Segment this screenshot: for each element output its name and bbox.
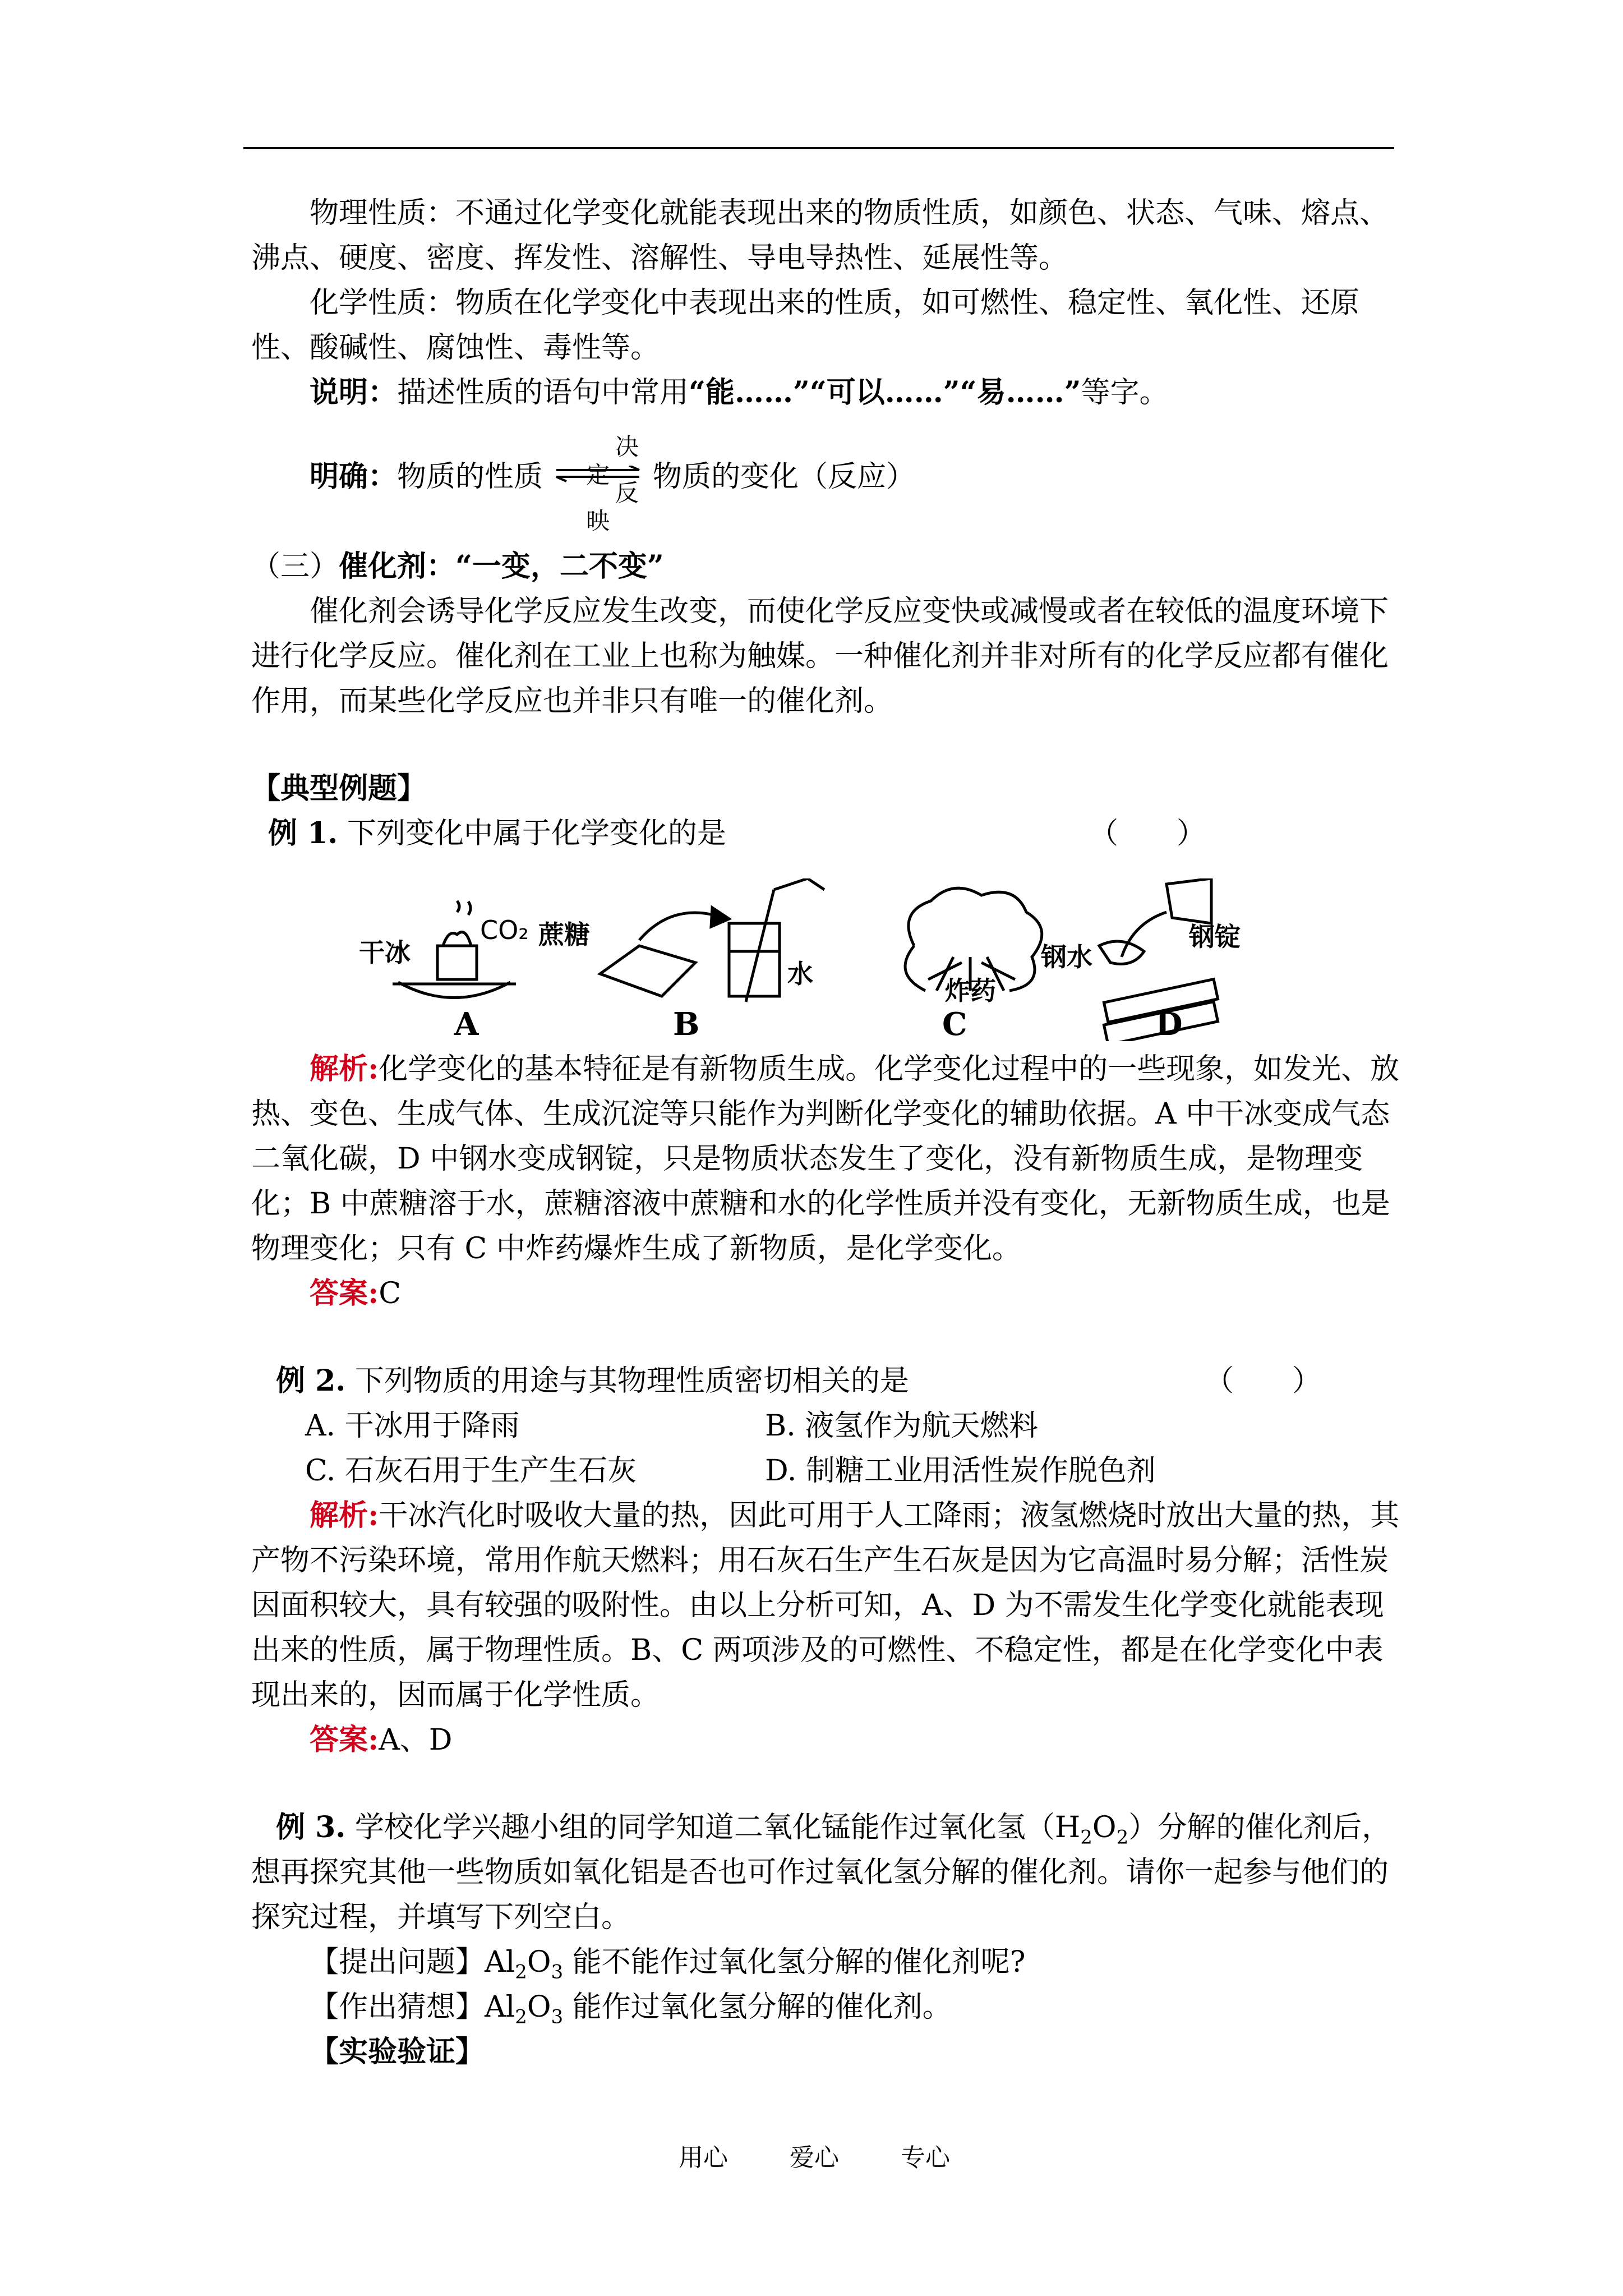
footer-word-2: 爱心 <box>790 2143 839 2172</box>
label-molten-steel: 钢水 <box>1041 941 1092 972</box>
ex2-answer-blank: （ ） <box>1205 1364 1322 1398</box>
ex2-analysis <box>251 1493 1401 1718</box>
ex1-analysis <box>251 1047 1401 1271</box>
ex2-option-d: D. 制糖工业用活性炭作脱色剂 <box>765 1453 1156 1488</box>
ex3-question: 【提出问题】$Al_2O_3$ 能不能作过氧化氢分解的催化剂呢? <box>310 1945 1026 1983</box>
ex2-analysis-label: 解析: <box>310 1498 379 1533</box>
ex1-question-line <box>251 811 1401 856</box>
clear-paragraph <box>251 432 1401 535</box>
arrow-top-label: 决定 <box>586 432 639 489</box>
option-letter-c: C <box>942 1005 967 1043</box>
ex1-analysis-label: 解析: <box>310 1051 379 1086</box>
catalyst-body: 催化剂会诱导化学反应发生改变，而使化学反应变快或减慢或者在较低的温度环境下进行化学反应。催化剂在工业上也称为触媒。一种催化剂并非对所有的化学反应都有催化作用，而某些化学反应也并非只有唯一的催化剂。 <box>251 594 1389 718</box>
chemical-property-paragraph: 化学性质：物质在化学变化中表现出来的性质，如可燃性、稳定性、氧化性、还原性、酸碱性、腐蚀性、毒性等。 <box>251 286 1360 365</box>
arrow-bottom-label: 反映 <box>586 478 639 535</box>
option-letter-b: B <box>673 1005 700 1043</box>
ex3-text-b: ）分解的催化剂后，想再探究其他一些物质如氧化铝是否也可作过氧化氢分解的催化剂。请你一起参与他们的探究过程，并填写下列空白。 <box>251 1810 1391 1934</box>
ex1-question: 下列变化中属于化学变化的是 <box>347 816 726 850</box>
ex2-option-a: A. 干冰用于降雨 <box>305 1409 520 1443</box>
decide-reflect-arrows <box>553 432 643 535</box>
clear-left: 物质的性质 <box>397 460 543 494</box>
ex1-answer-label: 答案: <box>310 1276 379 1310</box>
ex3-text-a: 学校化学兴趣小组的同学知道二氧化锰能作过氧化氢（H <box>354 1810 1081 1844</box>
label-sugar: 蔗糖 <box>538 919 590 950</box>
ex3-hypothesis-text: 能作过氧化氢分解的催化剂。 <box>572 1990 952 2024</box>
option-letter-d: D <box>1155 1005 1183 1043</box>
page-footer <box>679 2137 950 2173</box>
ex2-answer-label: 答案: <box>310 1722 379 1757</box>
ex3-question-text: 能不能作过氧化氢分解的催化剂呢? <box>572 1945 1026 1979</box>
note-text-b: 等字。 <box>1081 376 1169 409</box>
catalyst-title: 催化剂：“一变，二不变” <box>339 549 664 583</box>
ex1-answer-blank: （ ） <box>1089 816 1206 850</box>
note-label: 说明： <box>310 375 398 409</box>
ex2-option-c: C. 石灰石用于生产生石灰 <box>305 1453 637 1488</box>
label-steel-ingot: 钢锭 <box>1189 921 1241 952</box>
option-letter-a: A <box>454 1005 479 1043</box>
ex2-analysis-text: 干冰汽化时吸收大量的热，因此可用于人工降雨；液氢燃烧时放出大量的热，其产物不污染环境，常用作航天燃料；用石灰石生产生石灰是因为它高温时易分解；活性炭因面积较大，具有较强的吸附性。由以上分析可知，A、D 为不需发生化学变化就能表现出来的性质，属于物理性质。B、C 两项涉及的可燃性、不稳定性，都是在化学变化中表现出来的，因而属于化学性质。 <box>251 1498 1400 1712</box>
ex2-options-row2 <box>251 1448 1401 1493</box>
ex2-question-line <box>251 1359 1401 1404</box>
label-water: 水 <box>787 958 813 989</box>
ex1-answer <box>251 1271 1401 1316</box>
ex3-hypothesis-label: 【作出猜想】 <box>310 1990 485 2024</box>
ex3-intro: 例 3. 学校化学兴趣小组的同学知道二氧化锰能作过氧化氢$(H_2O_2)$分解的催化剂后，想再探究其他一些物质如氧化铝是否也可作过氧化氢分解的催化剂。请你一起参与他们的探究过程，并填写下列空白。 <box>251 1810 1391 1934</box>
footer-word-1: 用心 <box>679 2143 728 2172</box>
clear-right: 物质的变化（反应） <box>653 460 916 494</box>
ex1-figure <box>359 878 1256 1041</box>
physical-property-paragraph: 物理性质：不通过化学变化就能表现出来的物质性质，如颜色、状态、气味、熔点、沸点、硬度、密度、挥发性、溶解性、导电导热性、延展性等。 <box>251 196 1389 275</box>
ex2-question: 下列物质的用途与其物理性质密切相关的是 <box>354 1364 909 1398</box>
footer-word-3: 专心 <box>901 2143 950 2172</box>
ex2-option-b: B. 液氢作为航天燃料 <box>765 1409 1039 1443</box>
ex3-question-label: 【提出问题】 <box>310 1945 485 1979</box>
header-rule <box>243 147 1394 149</box>
ex2-options-row1 <box>251 1404 1401 1448</box>
ex1-answer-value: C <box>379 1276 401 1310</box>
catalyst-number: （三） <box>251 549 339 583</box>
note-words: “能……”“可以……”“易……” <box>689 375 1081 409</box>
note-text-a: 描述性质的语句中常用 <box>397 376 689 409</box>
ex2-answer <box>251 1718 1401 1763</box>
ex3-verification-label: 【实验验证】 <box>310 2034 485 2069</box>
ex1-analysis-text: 化学变化的基本特征是有新物质生成。化学变化过程中的一些现象，如发光、放热、变色、生成气体、生成沉淀等只能作为判断化学变化的辅助依据。A 中干冰变成气态二氧化碳，D 中钢水变成钢锭，只是物质状态发生了变化，没有新物质生成，是物理变化；B 中蔗糖溶于水，蔗糖溶液中蔗糖和水的化学性质并没有变化，无新物质生成，也是物理变化；只有 C 中炸药爆炸生成了新物质，是化学变化。 <box>251 1052 1400 1266</box>
clear-label: 明确： <box>310 459 398 494</box>
catalyst-heading <box>251 544 1401 589</box>
ex2-answer-value: A、D <box>379 1723 453 1757</box>
ex1-label: 例 1. <box>268 816 338 850</box>
examples-header: 【典型例题】 <box>251 771 427 806</box>
ex3-hypothesis: 【作出猜想】$Al_2O_3$ 能作过氧化氢分解的催化剂。 <box>310 1990 952 2028</box>
document-body <box>251 191 1401 2074</box>
label-co2: CO₂ <box>480 914 529 945</box>
label-explosive: 炸药 <box>944 975 996 1006</box>
label-dry-ice: 干冰 <box>359 937 411 968</box>
ex3-label: 例 3. <box>276 1810 346 1844</box>
note-paragraph <box>251 370 1401 415</box>
ex2-label: 例 2. <box>276 1363 346 1398</box>
